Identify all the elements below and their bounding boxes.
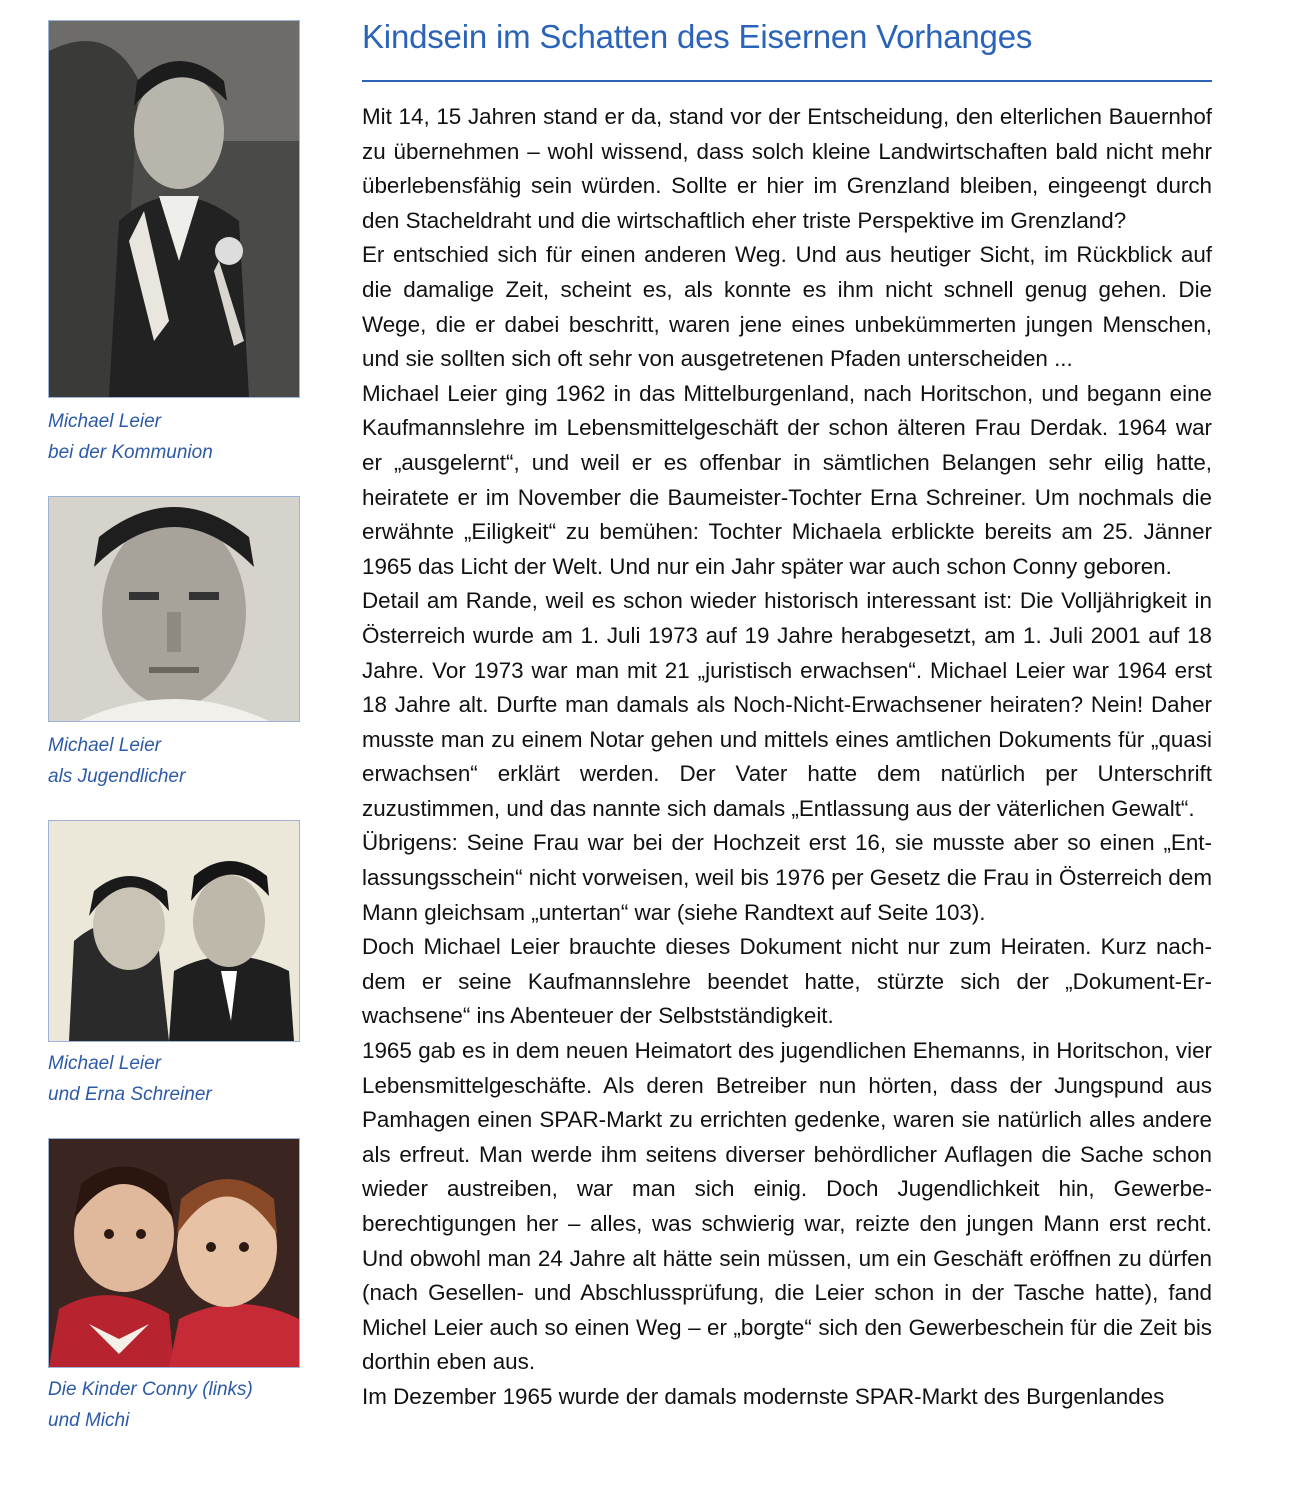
caption-line: bei der Kommunion — [48, 442, 213, 463]
caption-line: und Erna Schreiner — [48, 1084, 212, 1105]
photo-couple — [48, 820, 300, 1042]
paragraph: 1965 gab es in dem neuen Heimatort des jugendlichen Ehemanns, in Horitschon, vier Lebensmittelgeschäfte. Als deren Betreiber nun hörten, dass der Jungspund aus Pamhagen einen SPAR-Markt zu errichten gedenke, waren sie natürlich alles andere als erfreut. Man werde ihm seitens diverser behördlicher Auflagen die Sache schon wieder austreiben, war man sich einig. Doch Jugendlichkeit hin, Gewerbeberechtigungen her – alles, was schwierig war, reizte den jungen Mann erst recht. Und obwohl man 24 Jahre alt hätte sein müssen, um ein Geschäft eröffnen zu dürfen (nach Gesellen- und Abschlussprüfung, die Leier schon in der Tasche hatte), fand Michel Leier auch so einen Weg – er „borgte“ sich den Gewerbeschein für die Zeit bis dorthin eben aus. — [362, 1038, 1212, 1375]
caption-line: Die Kinder Conny (links) — [48, 1379, 253, 1400]
caption-children — [48, 1374, 308, 1436]
caption-communion — [48, 406, 308, 468]
caption-couple — [48, 1048, 308, 1110]
page-title: Kindsein im Schatten des Eisernen Vorhanges — [362, 18, 1033, 55]
title-divider — [362, 80, 1212, 82]
caption-line: als Jugendlicher — [48, 766, 186, 787]
paragraph: Michael Leier ging 1962 in das Mittelburgenland, nach Horitschon, und begann eine Kaufmannslehre im Lebensmittelgeschäft der schon älteren Frau Derdak. 1964 war er „ausgelernt“, und weil er es offenbar in sämtlichen Belangen sehr eilig hatte, heiratete er im November die Baumeister-Tochter Erna Schreiner. Um nochmals die erwähnte „Eiligkeit“ zu bemühen: Tochter Michaela erblickte bereits am 25. Jänner 1965 das Licht der Welt. Und nur ein Jahr später war auch schon Conny geboren. — [362, 380, 1212, 579]
photo-communion — [48, 20, 300, 398]
photo-children — [48, 1138, 300, 1368]
paragraph: Übrigens: Seine Frau war bei der Hochzeit erst 16, sie musste aber so einen „Entlassungsschein“ nicht vorweisen, weil bis 1976 per Gesetz die Frau in Österreich dem Mann gleichsam „untertan“ war (siehe Randtext auf Seite 103). — [362, 830, 1212, 925]
paragraph: Im Dezember 1965 wurde der damals modernste SPAR-Markt des Burgenlandes — [362, 1383, 1165, 1409]
paragraph: Detail am Rande, weil es schon wieder historisch interessant ist: Die Volljährigkeit in Österreich wurde am 1. Juli 1973 auf 19 Jahre herabgesetzt, am 1. Juli 2001 auf 18 Jahre. Vor 1973 war man mit 21 „juristisch erwachsen“. Michael Leier war 1964 erst 18 Jahre alt. Durfte man damals als Noch-Nicht-Erwachsener heiraten? Nein! Daher musste man zu einem Notar gehen und mittels eines amtlichen Dokuments für „quasi erwachsen“ erklärt werden. Der Vater hatte dem natürlich per Unterschrift zuzustimmen, und das nannte sich damals „Entlassung aus der väterlichen Gewalt“. — [362, 588, 1212, 821]
photo-teenager — [48, 496, 300, 722]
caption-line: und Michi — [48, 1410, 130, 1431]
caption-line: Michael Leier — [48, 411, 161, 432]
caption-teenager — [48, 730, 308, 792]
paragraph: Doch Michael Leier brauchte dieses Dokument nicht nur zum Heiraten. Kurz nachdem er seine Kaufmannslehre beendet hatte, stürzte sich der „Dokument-Erwachsene“ ins Abenteuer der Selbstständigkeit. — [362, 934, 1212, 1029]
paragraph: Mit 14, 15 Jahren stand er da, stand vor der Entscheidung, den elterlichen Bauernhof zu übernehmen – wohl wissend, dass solch kleine Landwirtschaften bald nicht mehr überlebensfähig sein würden. Sollte er hier im Grenzland bleiben, eingeengt durch den Stacheldraht und die wirtschaftlich eher triste Perspektive im Grenzland? — [362, 104, 1212, 233]
paragraph: Er entschied sich für einen anderen Weg. Und aus heutiger Sicht, im Rückblick auf die damalige Zeit, scheint es, als konnte es ihm nicht schnell genug gehen. Die Wege, die er dabei beschritt, waren jene eines unbekümmerten jungen Menschen, und sie sollten sich oft sehr von ausgetretenen Pfaden unterscheiden ... — [362, 242, 1212, 372]
caption-line: Michael Leier — [48, 1053, 161, 1074]
article — [362, 14, 1212, 1415]
article-body — [362, 100, 1212, 1415]
caption-line: Michael Leier — [48, 735, 161, 756]
